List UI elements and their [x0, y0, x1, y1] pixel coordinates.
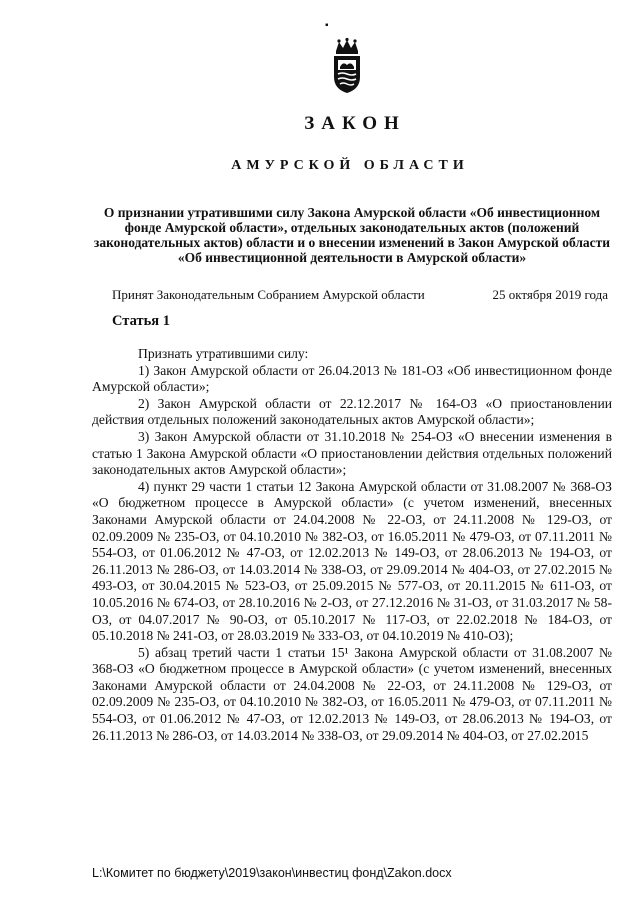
top-mark: ▪	[325, 20, 329, 31]
article-paragraph: Признать утратившими силу:	[138, 346, 309, 361]
article-paragraph: 5) абзац третий части 1 статьи 15¹ Закона Амурской области от 31.08.2007 № 368-ОЗ «О бюджетном процессе в Амурской области» (с учетом изменений, внесенных Законами Амурской области от 24.04.2008 № 22-ОЗ, от 24.11.2008 № 129-ОЗ, от 02.09.2009 № 235-ОЗ, от 04.10.2010 № 382-ОЗ, от 16.05.2011 № 479-ОЗ, от 07.11.2011 № 554-ОЗ, от 01.06.2012 № 47-ОЗ, от 12.02.2013 № 149-ОЗ, от 28.06.2013 № 194-ОЗ, от 26.11.2013 № 286-ОЗ, от 14.03.2014 № 338-ОЗ, от 29.09.2014 № 404-ОЗ, от 27.02.2015	[92, 644, 612, 743]
file-path-footer: L:\Комитет по бюджету\2019\закон\инвестиц фонд\Zakon.docx	[92, 866, 452, 880]
document-subtitle: АМУРСКОЙ ОБЛАСТИ	[231, 158, 469, 173]
article-paragraph: 3) Закон Амурской области от 31.10.2018 № 254-ОЗ «О внесении изменения в статью 1 Закона Амурской области «О приостановлении действия отдельных положений законодательных актов Амурской области»;	[92, 428, 612, 478]
article-body	[92, 346, 612, 744]
article-paragraph: 4) пункт 29 части 1 статьи 12 Закона Амурской области от 31.08.2007 № 368-ОЗ «О бюджетном процессе в Амурской области» (с учетом изменений, внесенных Законами Амурской области от 24.04.2008 № 22-ОЗ, от 24.11.2008 № 129-ОЗ, от 02.09.2009 № 235-ОЗ, от 04.10.2010 № 382-ОЗ, от 16.05.2011 № 479-ОЗ, от 07.11.2011 № 554-ОЗ, от 01.06.2012 № 47-ОЗ, от 12.02.2013 № 149-ОЗ, от 28.06.2013 № 194-ОЗ, от 26.11.2013 № 286-ОЗ, от 14.03.2014 № 338-ОЗ, от 29.09.2014 № 404-ОЗ, от 27.02.2015 № 493-ОЗ, от 30.04.2015 № 523-ОЗ, от 25.09.2015 № 577-ОЗ, от 20.11.2015 № 611-ОЗ, от 10.05.2016 № 674-ОЗ, от 28.10.2016 № 2-ОЗ, от 27.12.2016 № 31-ОЗ, от 31.03.2017 № 58-ОЗ, от 04.07.2017 № 90-ОЗ, от 05.10.2017 № 117-ОЗ, от 22.02.2018 № 184-ОЗ, от 05.10.2018 № 241-ОЗ, от 28.03.2019 № 333-ОЗ, от 04.10.2019 № 410-ОЗ);	[92, 478, 612, 644]
adoption-date: 25 октября 2019 года	[492, 287, 608, 302]
article-paragraph: 1) Закон Амурской области от 26.04.2013 № 181-ОЗ «Об инвестиционном фонде Амурской области»;	[92, 362, 612, 395]
adoption-line	[112, 287, 608, 303]
article-paragraph: 2) Закон Амурской области от 22.12.2017 № 164-ОЗ «О приостановлении действия отдельных положений законодательных актов Амурской области»;	[92, 395, 612, 428]
adopted-by: Принят Законодательным Собранием Амурской области	[112, 287, 425, 302]
document-title: ЗАКОН	[304, 113, 406, 134]
law-heading: О признании утратившими силу Закона Амурской области «Об инвестиционном фонде Амурской области», отдельных законодательных актов (положений законодательных актов) области и о внесении изменений в Закон Амурской области «Об инвестиционной деятельности в Амурской области»	[93, 205, 611, 265]
coat-of-arms-icon	[330, 37, 364, 95]
article-title: Статья 1	[112, 313, 170, 329]
